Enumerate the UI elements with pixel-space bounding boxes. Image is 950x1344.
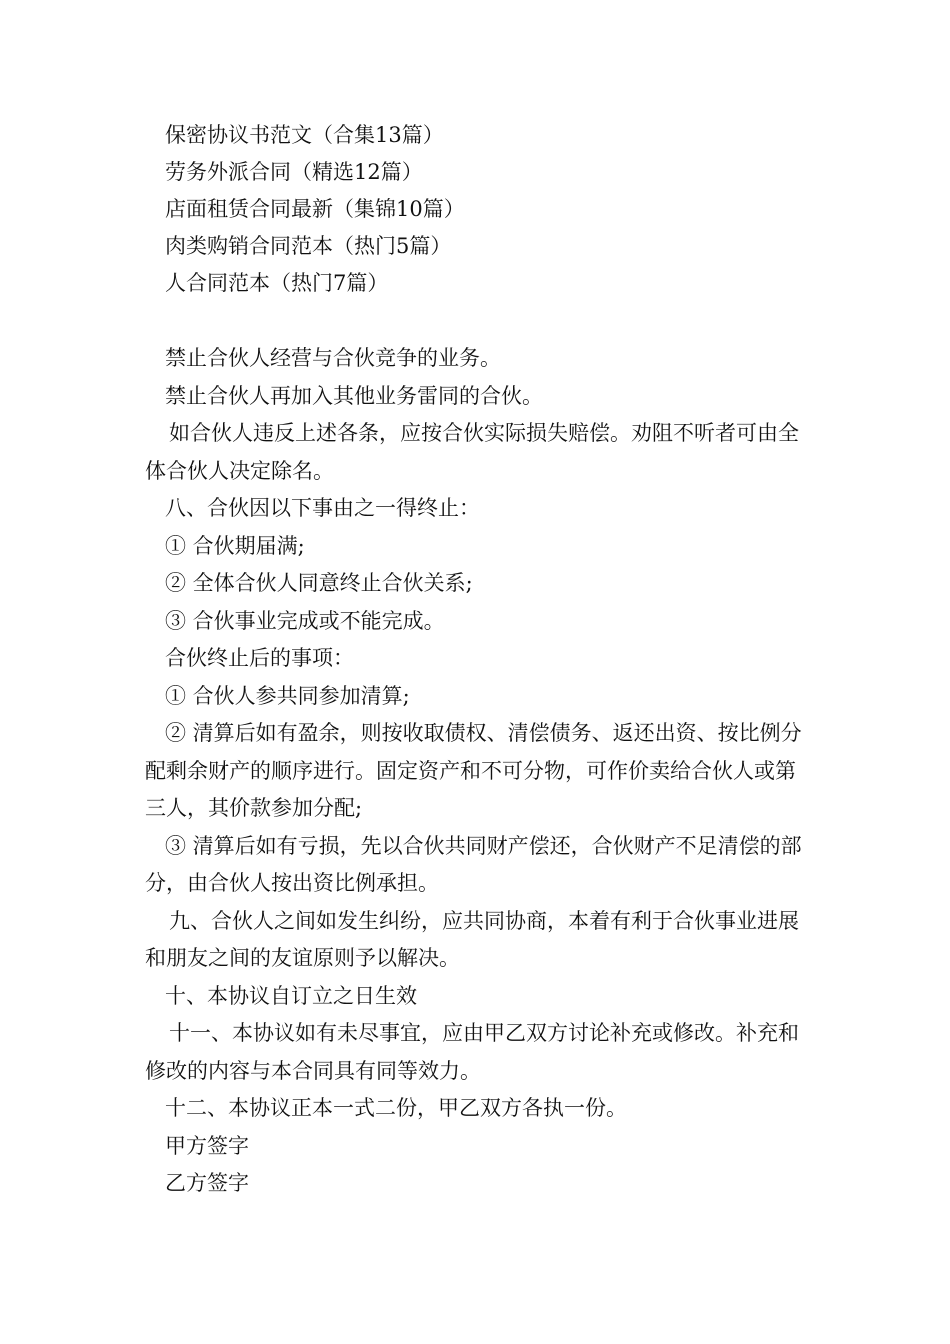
related-link[interactable]: 劳务外派合同（精选12篇） [165,160,423,184]
paragraph: ② 清算后如有盈余，则按收取债权、清偿债务、返还出资、按比例分配剩余财产的顺序进行。固定资产和不可分物，可作价卖给合伙人或第三人，其价款参加分配; [145,721,802,820]
paragraph: ① 合伙人参共同参加清算; [165,683,410,708]
paragraph: 禁止合伙人再加入其他业务雷同的合伙。 [165,383,543,408]
paragraph: 合伙终止后的事项： [165,646,354,670]
paragraph: 九、合伙人之间如发生纠纷，应共同协商，本着有利于合伙事业进展和朋友之间的友谊原则予以解决。 [145,908,799,970]
paragraph: ③ 合伙事业完成或不能完成。 [165,608,445,633]
related-link[interactable]: 店面租赁合同最新（集锦10篇） [165,197,465,221]
paragraph: 十、本协议自订立之日生效 [165,983,417,1008]
related-link[interactable]: 人合同范本（热门7篇） [165,271,389,295]
paragraph: 十二、本协议正本一式二份，甲乙双方各执一份。 [165,1096,627,1120]
paragraph: ③ 清算后如有亏损，先以合伙共同财产偿还，合伙财产不足清偿的部分，由合伙人按出资比例承担。 [145,833,802,895]
related-links-list [145,117,815,302]
paragraph: ① 合伙期届满; [165,533,305,558]
paragraph: 十一、本协议如有未尽事宜，应由甲乙双方讨论补充或修改。补充和修改的内容与本合同具有同等效力。 [145,1021,799,1083]
paragraph: 八、合伙因以下事由之一得终止： [165,496,480,520]
signature-line-party-a: 甲方签字 [165,1133,249,1158]
signature-line-party-b: 乙方签字 [165,1171,249,1195]
related-link[interactable]: 保密协议书范文（合集13篇） [165,123,444,147]
paragraph: 禁止合伙人经营与合伙竞争的业务。 [165,346,501,370]
document-body [145,340,815,1203]
paragraph: ② 全体合伙人同意终止合伙关系; [165,571,473,595]
related-link[interactable]: 肉类购销合同范本（热门5篇） [165,234,452,258]
paragraph: 如合伙人违反上述各条，应按合伙实际损失赔偿。劝阻不听者可由全体合伙人决定除名。 [145,421,799,483]
